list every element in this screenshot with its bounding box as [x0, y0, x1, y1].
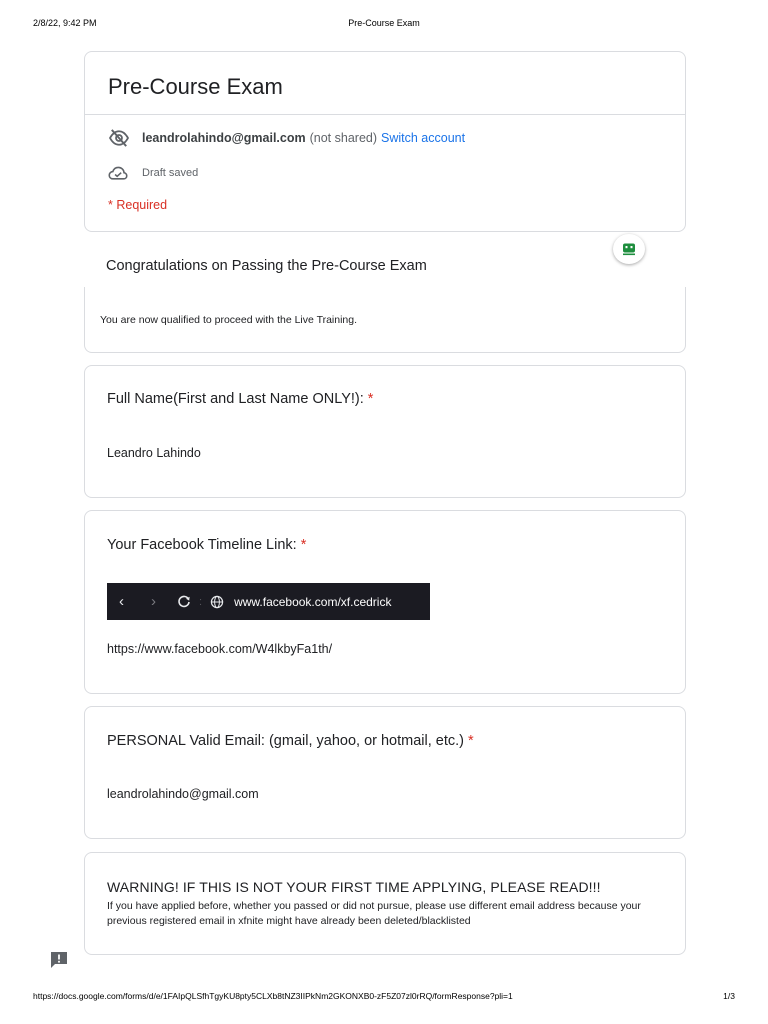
image-url-text: www.facebook.com/xf.cedrick: [234, 594, 392, 609]
draft-status-row: [108, 164, 198, 182]
print-header: [0, 18, 768, 32]
visibility-off-icon: [108, 129, 130, 147]
question-personal-email: [84, 706, 686, 839]
required-mark: *: [367, 391, 374, 407]
cloud-done-icon: [108, 165, 128, 181]
question-title-text: Your Facebook Timeline Link:: [107, 537, 297, 553]
section-description: You are now qualified to proceed with the Live Training.: [100, 314, 358, 326]
account-not-shared-note: (not shared): [309, 131, 378, 145]
print-footer-url: https://docs.google.com/forms/d/e/1FAIpQLSfhTgyKU8pty5CLXb8tNZ3IIPkNm2GKONXB0-zF5Z07zl0rRQ/formResponse?pli=1: [33, 991, 513, 1001]
question-title-text: PERSONAL Valid Email: (gmail, yahoo, or hotmail, etc.): [107, 733, 464, 749]
switch-account-link[interactable]: Switch account: [381, 131, 466, 145]
draft-status: Draft saved: [142, 167, 199, 179]
reload-icon: [177, 595, 191, 609]
answer-facebook-link[interactable]: https://www.facebook.com/W4lkbyFa1th/: [107, 642, 333, 656]
question-title: [107, 537, 306, 553]
question-title: [107, 733, 474, 749]
globe-icon: [210, 595, 224, 609]
assistant-badge[interactable]: [613, 234, 645, 264]
assistant-badge-icon: [621, 241, 637, 257]
print-datetime: 2/8/22, 9:42 PM: [33, 18, 97, 28]
account-row: [108, 128, 465, 148]
question-facebook-link: [84, 510, 686, 694]
question-example-image: [107, 583, 430, 620]
form-header-card: [84, 51, 686, 232]
section-description-card: [84, 287, 686, 353]
required-note: * Required: [108, 198, 168, 212]
answer-personal-email[interactable]: leandrolahindo@gmail.com: [107, 787, 259, 801]
feedback-icon[interactable]: [49, 950, 69, 970]
chevron-left-icon: ‹: [119, 593, 124, 610]
section-title: Congratulations on Passing the Pre-Course Exam: [106, 258, 427, 274]
separator: :: [199, 595, 203, 608]
page-number: 1/3: [723, 991, 735, 1001]
chevron-right-icon: ›: [151, 593, 156, 610]
question-title: [107, 391, 373, 407]
print-footer: [0, 991, 768, 1005]
answer-full-name[interactable]: Leandro Lahindo: [107, 446, 201, 460]
question-title-text: Full Name(First and Last Name ONLY!):: [107, 391, 364, 407]
header-divider: [85, 114, 685, 115]
print-title: Pre-Course Exam: [348, 18, 420, 28]
account-email: leandrolahindo@gmail.com: [142, 131, 306, 145]
warning-section-card: [84, 852, 686, 955]
warning-title: WARNING! IF THIS IS NOT YOUR FIRST TIME APPLYING, PLEASE READ!!!: [107, 879, 601, 895]
required-mark: *: [468, 733, 474, 749]
form-title: Pre-Course Exam: [108, 74, 283, 99]
question-full-name: [84, 365, 686, 498]
warning-body: If you have applied before, whether you passed or did not pursue, please use different email address because your previous registered email in xfnite might have already been deleted/blacklisted: [107, 900, 641, 927]
required-mark: *: [300, 537, 307, 553]
